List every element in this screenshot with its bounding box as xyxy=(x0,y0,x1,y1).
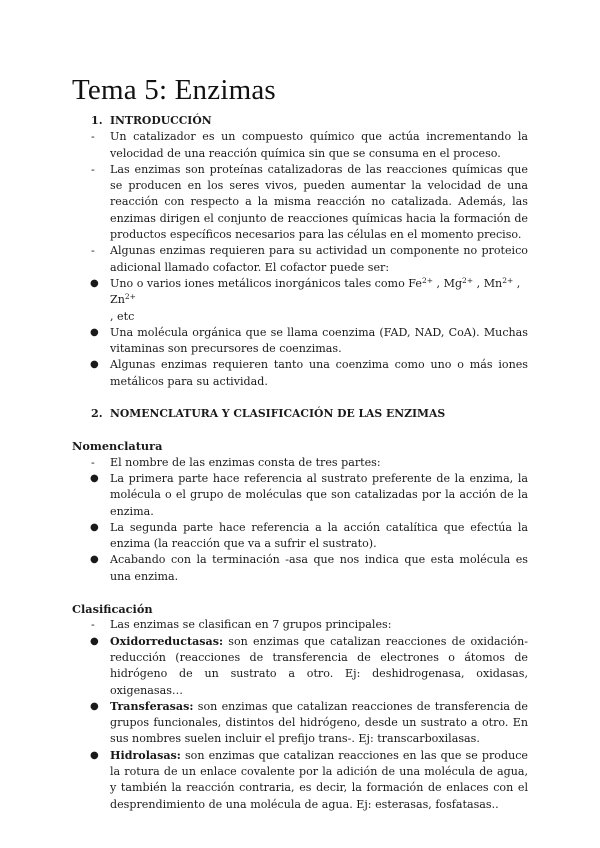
section-number: 2. xyxy=(91,407,103,421)
paragraph-text xyxy=(110,699,528,748)
superscript: 2+ xyxy=(124,292,136,302)
list-item xyxy=(72,357,528,390)
text-segment: , Mg xyxy=(433,276,463,290)
dash-marker: - xyxy=(91,130,95,144)
paragraph-text: La segunda parte hace referencia a la acción catalítica que efectúa la enzima (la reacción que va a sufrir el sustrato). xyxy=(110,520,528,551)
definition: son enzimas que catalizan reacciones de oxidación-reducción (reacciones de transferencia de electrones o átomos de hidrógeno de un sustrato a otro. Ej: deshidrogenasa, oxidasas, oxigenasas… xyxy=(110,634,528,697)
text-segment: , etc xyxy=(110,309,135,323)
text-segment: , Mn xyxy=(473,276,503,290)
dash-marker: - xyxy=(91,455,95,469)
term: Hidrolasas: xyxy=(110,748,181,762)
bullet-marker: ● xyxy=(90,749,99,761)
term: Oxidorreductasas: xyxy=(110,634,224,648)
paragraph-text: Acabando con la terminación -asa que nos indica que esta molécula es una enzima. xyxy=(110,553,528,583)
superscript: 2+ xyxy=(502,275,514,285)
bullet-marker: ● xyxy=(90,277,99,289)
bullet-marker: ● xyxy=(90,359,99,371)
bullet-marker: ● xyxy=(90,554,99,566)
bullet-marker: ● xyxy=(90,326,99,338)
text-segment: , Zn xyxy=(110,276,521,307)
paragraph-text: Algunas enzimas requieren para su actividad un componente no proteico adicional llamado cofactor. El cofactor puede ser: xyxy=(110,244,528,274)
paragraph-text: El nombre de las enzimas consta de tres partes: xyxy=(110,455,381,469)
list-item xyxy=(72,325,528,358)
page-title: Tema 5: Enzimas xyxy=(72,74,276,106)
list-item xyxy=(72,634,528,699)
paragraph-text xyxy=(110,748,528,813)
list-item xyxy=(72,520,528,553)
paragraph-text: La primera parte hace referencia al sustrato preferente de la enzima, la molécula o el grupo de moléculas que son catalizadas por la acción de la enzima. xyxy=(110,471,528,518)
dash-marker: - xyxy=(91,162,95,176)
list-item xyxy=(72,748,528,813)
section-title: NOMENCLATURA Y CLASIFICACIÓN DE LAS ENZIMAS xyxy=(110,407,446,421)
list-item xyxy=(72,276,528,325)
section-title: INTRODUCCIÓN xyxy=(110,114,212,127)
paragraph-text xyxy=(110,634,528,699)
section-heading-introduccion xyxy=(72,113,528,129)
paragraph-text xyxy=(110,276,528,325)
document-body xyxy=(72,113,528,813)
list-item xyxy=(72,699,528,748)
list-item xyxy=(72,129,528,162)
bullet-marker: ● xyxy=(90,635,99,647)
subheading-nomenclatura: Nomenclatura xyxy=(72,439,163,454)
section-heading-nomenclatura-clasificacion xyxy=(72,406,528,422)
bullet-marker: ● xyxy=(90,472,99,484)
list-item xyxy=(72,471,528,520)
list-item xyxy=(72,617,528,633)
dash-marker: - xyxy=(91,244,95,258)
paragraph-text: Las enzimas se clasifican en 7 grupos principales: xyxy=(110,618,392,632)
superscript: 2+ xyxy=(462,275,474,285)
paragraph-text: Algunas enzimas requieren tanto una coenzima como uno o más iones metálicos para su actividad. xyxy=(110,358,528,388)
term: Transferasas: xyxy=(110,699,194,713)
list-item xyxy=(72,455,528,471)
paragraph-text: Un catalizador es un compuesto químico que actúa incrementando la velocidad de una reacción química sin que se consuma en el proceso. xyxy=(110,130,528,160)
paragraph-text: Las enzimas son proteínas catalizadoras de las reacciones químicas que se producen en los seres vivos, pueden aumentar la velocidad de una reacción con respecto a la misma reacción no catalizada. Además, las enzimas dirigen el conjunto de reacciones químicas hacia la formación de productos específicos necesarios para las células en el momento preciso. xyxy=(110,162,528,242)
bullet-marker: ● xyxy=(90,700,99,712)
list-item xyxy=(72,243,528,276)
text-segment: Uno o varios iones metálicos inorgánicos tales como Fe xyxy=(110,276,422,290)
list-item xyxy=(72,162,528,243)
section-number: 1. xyxy=(91,114,103,127)
bullet-marker: ● xyxy=(90,521,99,533)
dash-marker: - xyxy=(91,618,95,632)
list-item xyxy=(72,552,528,585)
subheading-clasificacion: Clasificación xyxy=(72,602,153,617)
paragraph-text: Una molécula orgánica que se llama coenzima (FAD, NAD, CoA). Muchas vitaminas son precursores de coenzimas. xyxy=(110,325,528,356)
definition: son enzimas que catalizan reacciones en las que se produce la rotura de un enlace covalente por la adición de una molécula de agua, y también la reacción contraria, es decir, la formación de enlaces con el desprendimiento de una molécula de agua. Ej: esterasas, fosfatasas.. xyxy=(110,748,528,811)
superscript: 2+ xyxy=(421,275,433,285)
definition: son enzimas que catalizan reacciones de transferencia de grupos funcionales, distintos del hidrógeno, desde un sustrato a otro. En sus nombres suelen incluir el prefijo trans-. Ej: transcarboxilasas. xyxy=(110,699,528,746)
